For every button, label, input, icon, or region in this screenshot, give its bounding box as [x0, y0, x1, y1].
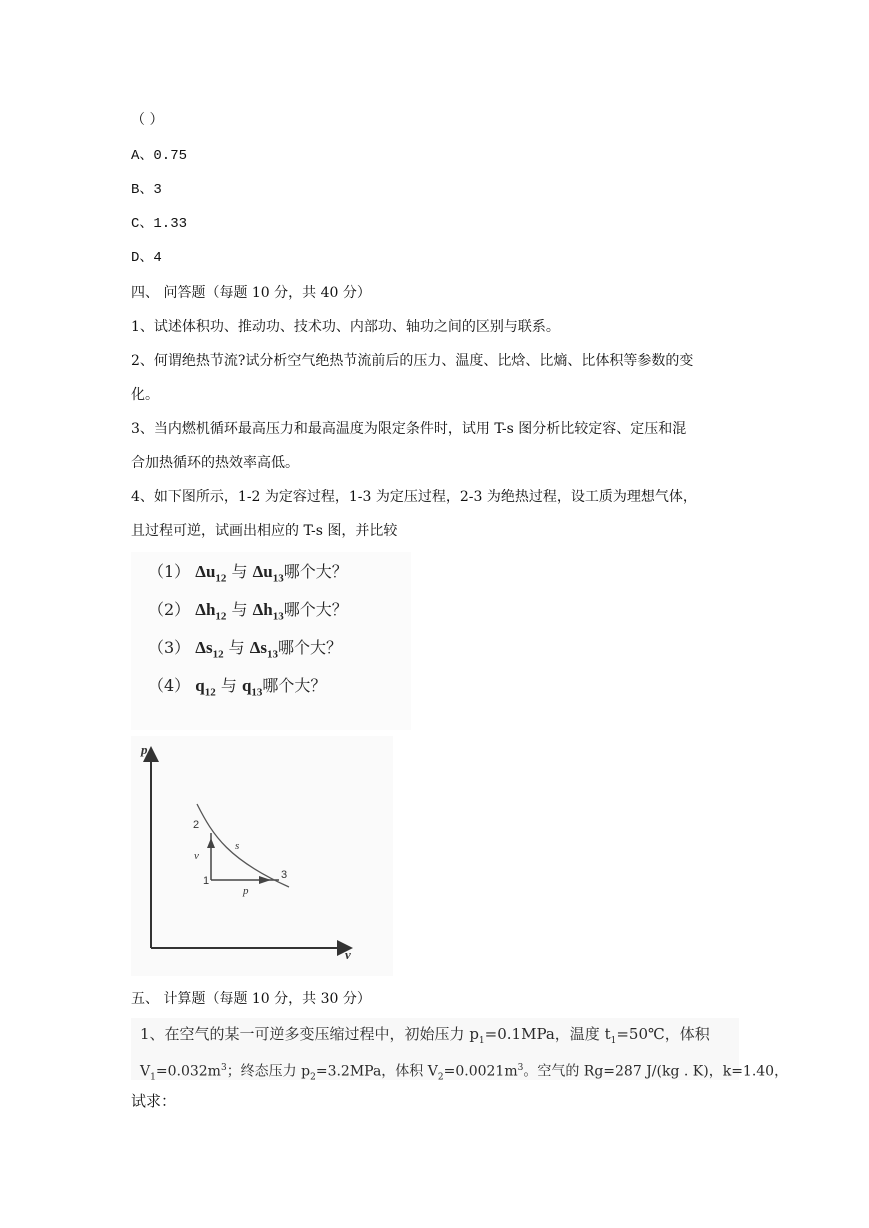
subquestion-1: （1） $\Delta u_{12}$ 与 $\Delta u_{13}$哪个大？ — [148, 562, 348, 585]
option-d: D、4 — [131, 250, 162, 266]
question-1: 1、试述体积功、推动功、技术功、内部功、轴功之间的区别与联系。 — [131, 319, 560, 335]
mc-stem-tail: （ ） — [131, 112, 164, 128]
point-label-1: 1 — [203, 875, 210, 887]
option-a: A、0.75 — [131, 148, 188, 164]
question-3-line2: 合加热循环的热效率高低。 — [131, 455, 299, 471]
question-2-line2: 化。 — [131, 387, 159, 403]
option-c: C、1.33 — [131, 216, 188, 232]
axis-label-x: v — [345, 947, 351, 962]
pv-diagram-svg — [131, 736, 393, 976]
process-label-s: s — [235, 840, 240, 852]
process-label-p: p — [243, 885, 249, 897]
subquestion-3: （3） $\Delta s_{12}$ 与 $\Delta s_{13}$哪个大？ — [148, 638, 343, 661]
calc-question-1-line2: $V_1=0.032m^3$；终态压力 $p_2=3.2MPa$，体积 $V_2=0.0021m^3$。空气的 Rg=287 J/(kg . K)，k=1.40， — [140, 1063, 789, 1083]
calc-question-1-line1: 1、在空气的某一可逆多变压缩过程中，初始压力 $p_1=0.1MPa$，温度 $t_1=50℃$，体积 — [140, 1025, 710, 1046]
calc-ask: 试求： — [131, 1092, 177, 1110]
question-3-line1: 3、当内燃机循环最高压力和最高温度为限定条件时，试用 T-s 图分析比较定容、定压和混 — [131, 421, 687, 437]
pv-diagram — [131, 736, 393, 976]
arrow-1-2 — [207, 838, 215, 848]
subquestion-4: （4） $q_{12}$ 与 $q_{13}$哪个大？ — [148, 676, 327, 699]
section4-heading: 四、 问答题（每题 10 分，共 40 分） — [131, 285, 371, 301]
question-4-line1: 4、如下图所示，1-2 为定容过程，1-3 为定压过程，2-3 为绝热过程，设工质为理想气体， — [131, 489, 697, 505]
point-label-2: 2 — [193, 819, 200, 831]
question-4-line2: 且过程可逆，试画出相应的 T-s 图，并比较 — [131, 523, 398, 539]
process-label-v: v — [194, 850, 199, 862]
section5-heading: 五、 计算题（每题 10 分，共 30 分） — [131, 991, 371, 1007]
subquestion-2: （2） $\Delta h_{12}$ 与 $\Delta h_{13}$哪个大？ — [148, 600, 348, 623]
question-2-line1: 2、何谓绝热节流?试分析空气绝热节流前后的压力、温度、比焓、比熵、比体积等参数的变 — [131, 353, 694, 369]
option-b: B、3 — [131, 182, 162, 198]
point-label-3: 3 — [281, 869, 288, 881]
axis-label-y: p — [141, 742, 148, 757]
